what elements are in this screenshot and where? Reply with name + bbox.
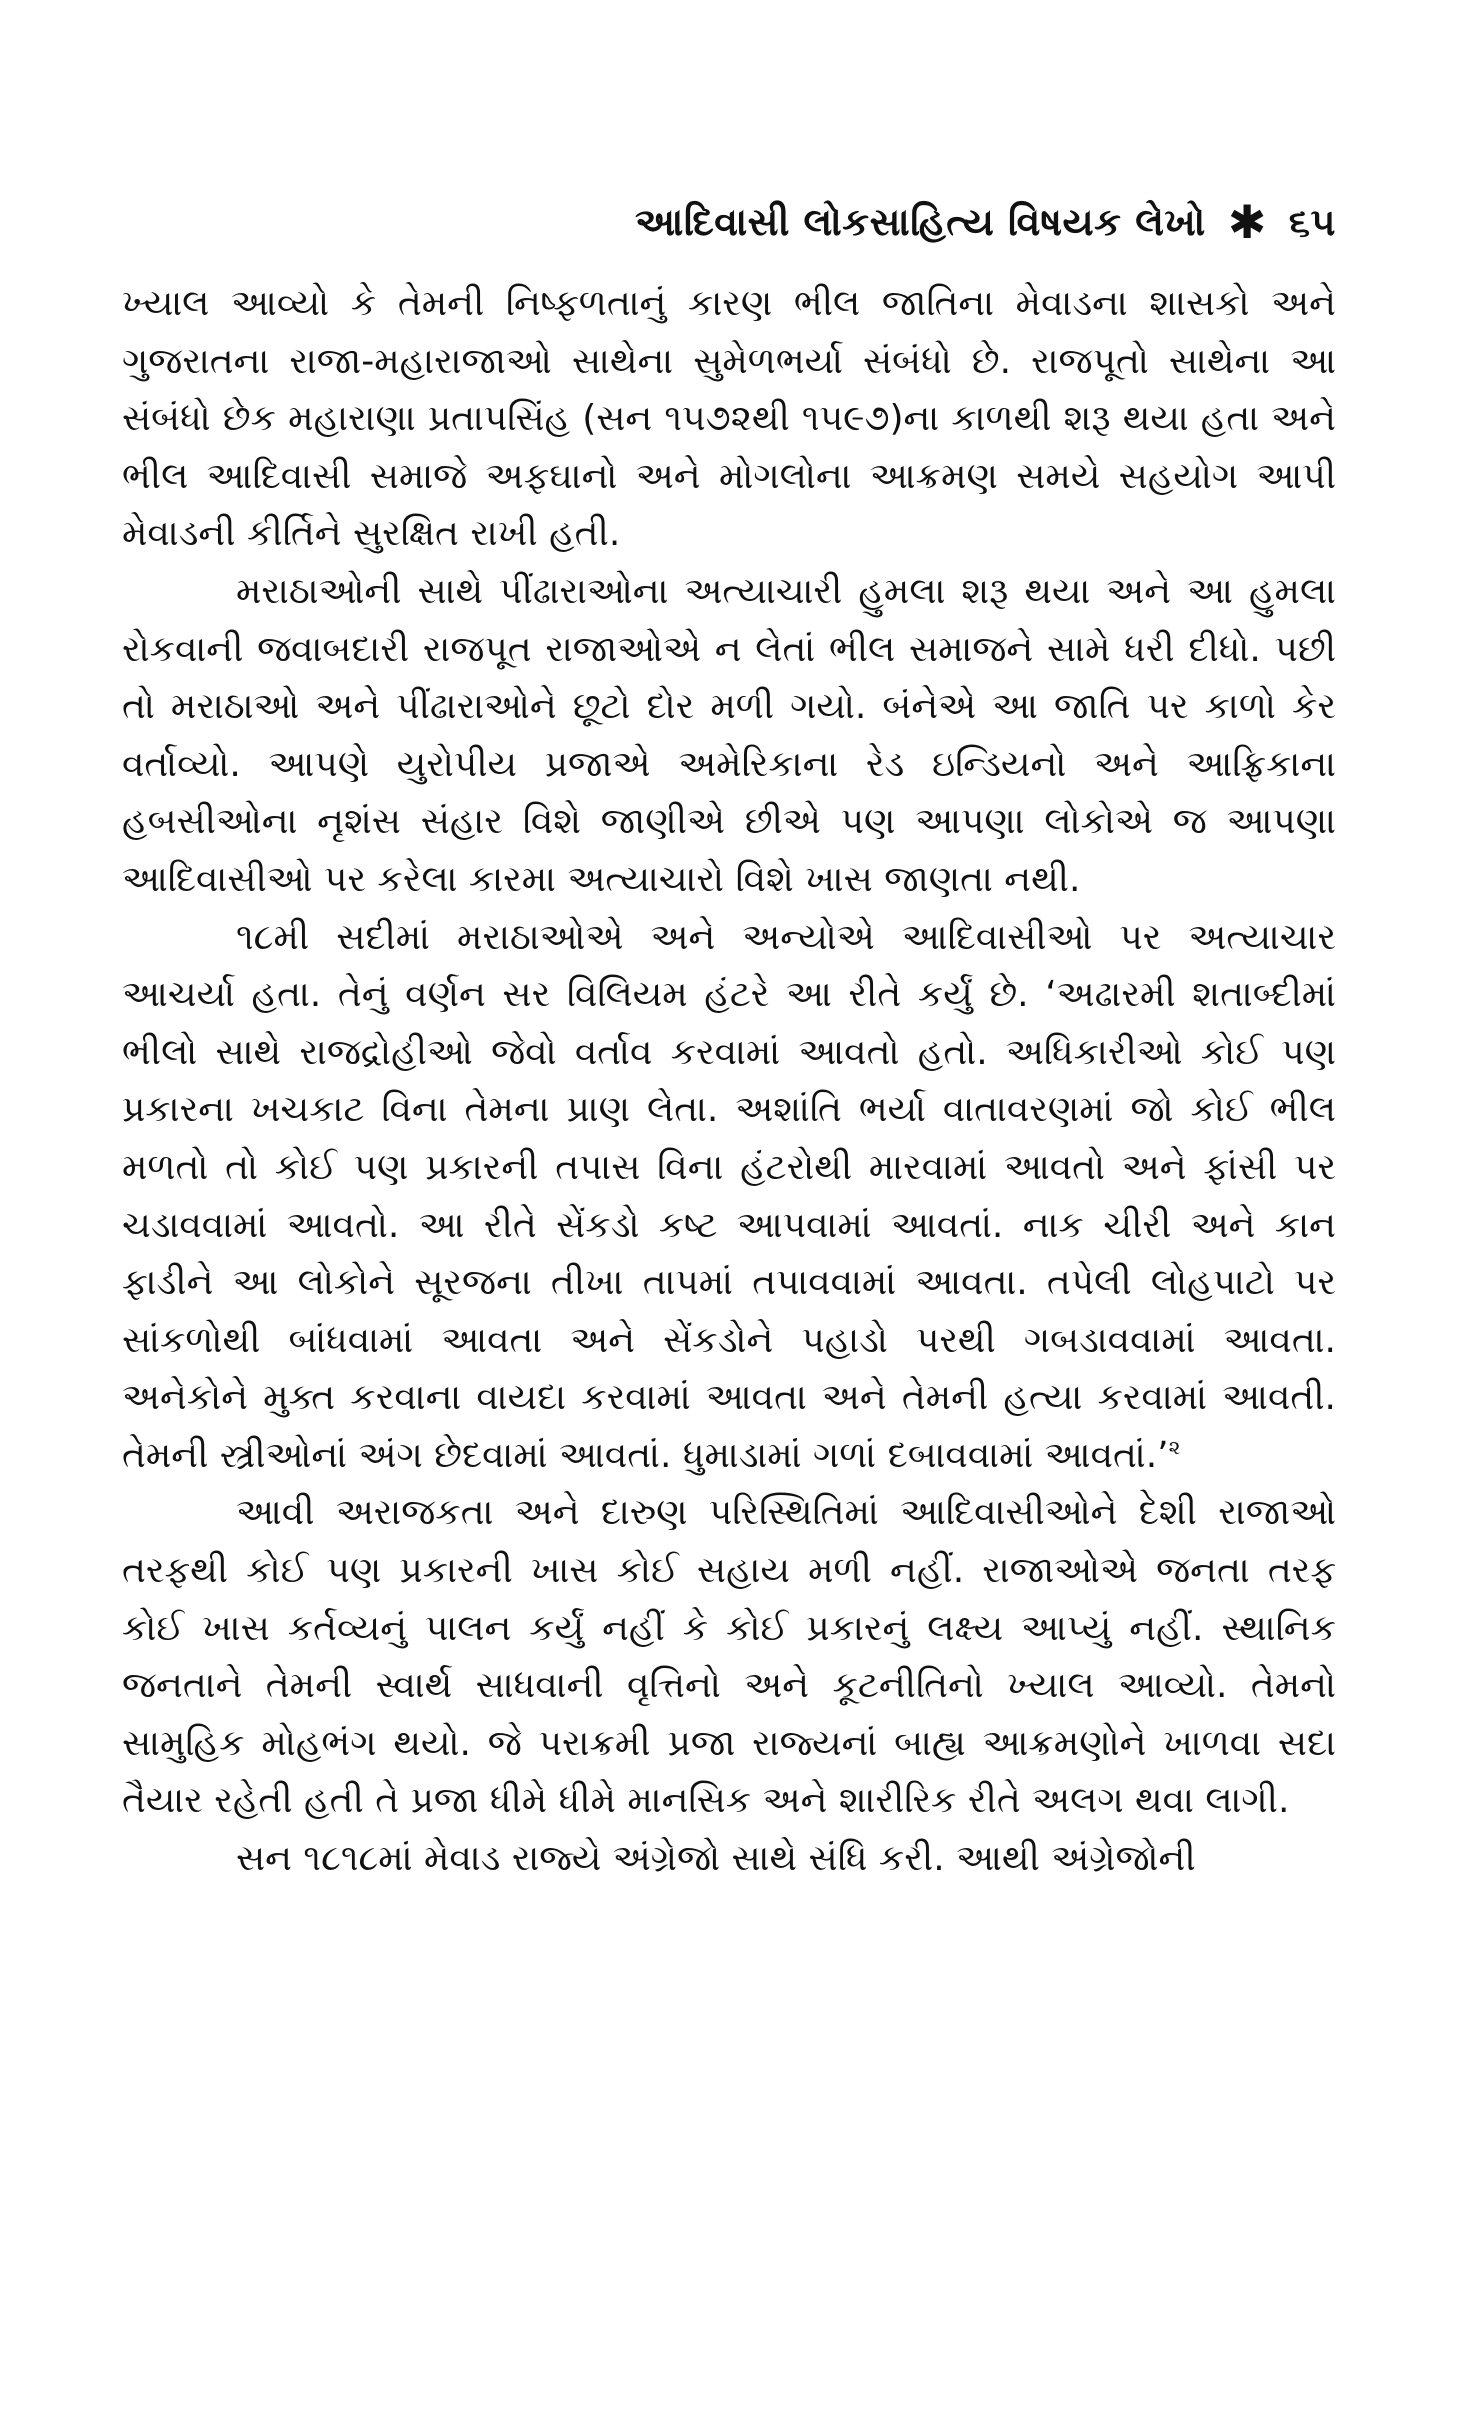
paragraph-4	[122, 1484, 1336, 1830]
paragraph-text: ૧૮મી સદીમાં મરાઠાઓએ અને અન્યોએ આદિવાસીઓ પર અત્યાચાર આચર્યા હતા. તેનું વર્ણન સર વિલિયમ હંટરે આ રીતે કર્યું છે. ‘અઢારમી શતાબ્દીમાં ભીલો સાથે રાજદ્રોહીઓ જેવો વર્તાવ કરવામાં આવતો હતો. અધિકારીઓ કોઈ પણ પ્રકારના ખચકાટ વિના તેમના પ્રાણ લેતા. અશાંતિ ભર્યા વાતાવરણમાં જો કોઈ ભીલ મળતો તો કોઈ પણ પ્રકારની તપાસ વિના હંટરોથી મારવામાં આવતો અને ફાંસી પર ચડાવવામાં આવતો. આ રીતે સેંકડો કષ્ટ આપવામાં આવતાં. નાક ચીરી અને કાન ફાડીને આ લોકોને સૂરજના તીખા તાપમાં તપાવવામાં આવતા. તપેલી લોહપાટો પર સાંકળોથી બાંધવામાં આવતા અને સેંકડોને પહાડો પરથી ગબડાવવામાં આવતા. અનેકોને મુક્ત કરવાના વાયદા કરવામાં આવતા અને તેમની હત્યા કરવામાં આવતી. તેમની સ્ત્રીઓનાં અંગ છેદવામાં આવતાં. ધુમાડામાં ગળાં દબાવવામાં આવતાં.’	[122, 916, 1336, 1476]
paragraph-text: ખ્યાલ આવ્યો કે તેમની નિષ્ફળતાનું કારણ ભીલ જાતિના મેવાડના શાસકો અને ગુજરાતના રાજા-મહારાજાઓ સાથેના સુમેળભર્યા સંબંધો છે. રાજપૂતો સાથેના આ સંબંધો છેક મહારાણા પ્રતાપસિંહ (સન ૧૫૭૨થી ૧૫૯૭)ના કાળથી શરૂ થયા હતા અને ભીલ આદિવાસી સમાજે અફઘાનો અને મોગલોના આક્રમણ સમયે સહયોગ આપી મેવાડની કીર્તિને સુરક્ષિત રાખી હતી.	[122, 283, 1336, 555]
body-text	[122, 275, 1336, 1888]
header-title: આદિવાસી લોકસાહિત્ય વિષયક લેખો	[635, 200, 1206, 244]
paragraph-2	[122, 563, 1336, 909]
paragraph-3	[122, 909, 1336, 1485]
paragraph-5	[122, 1830, 1336, 1888]
paragraph-text: આવી અરાજકતા અને દારુણ પરિસ્થિતિમાં આદિવાસીઓને દેશી રાજાઓ તરફથી કોઈ પણ પ્રકારની ખાસ કોઈ સહાય મળી નહીં. રાજાઓએ જનતા તરફ કોઈ ખાસ કર્તવ્યનું પાલન કર્યું નહીં કે કોઈ પ્રકારનું લક્ષ્ય આપ્યું નહીં. સ્થાનિક જનતાને તેમની સ્વાર્થ સાધવાની વૃત્તિનો અને કૂટનીતિનો ખ્યાલ આવ્યો. તેમનો સામુહિક મોહભંગ થયો. જે પરાક્રમી પ્રજા રાજ્યનાં બાહ્ય આક્રમણોને ખાળવા સદા તૈયાર રહેતી હતી તે પ્રજા ધીમે ધીમે માનસિક અને શારીરિક રીતે અલગ થવા લાગી.	[122, 1492, 1336, 1822]
footnote-reference: ૨	[1168, 1434, 1181, 1459]
running-header	[635, 196, 1336, 248]
paragraph-text: મરાઠાઓની સાથે પીંઢારાઓના અત્યાચારી હુમલા શરૂ થયા અને આ હુમલા રોકવાની જવાબદારી રાજપૂત રાજાઓએ ન લેતાં ભીલ સમાજને સામે ધરી દીધો. પછી તો મરાઠાઓ અને પીંઢારાઓને છૂટો દોર મળી ગયો. બંનેએ આ જાતિ પર કાળો કેર વર્તાવ્યો. આપણે યુરોપીય પ્રજાએ અમેરિકાના રેડ ઇન્ડિયનો અને આફ્રિકાના હબસીઓના નૃશંસ સંહાર વિશે જાણીએ છીએ પણ આપણા લોકોએ જ આપણા આદિવાસીઓ પર કરેલા કારમા અત્યાચારો વિશે ખાસ જાણતા નથી.	[122, 570, 1336, 900]
paragraph-text: સન ૧૮૧૮માં મેવાડ રાજ્યે અંગ્રેજો સાથે સંધિ કરી. આથી અંગ્રેજોની	[236, 1838, 1196, 1880]
paragraph-1	[122, 275, 1336, 563]
asterisk-separator-icon: ✱	[1227, 195, 1267, 249]
page-number: ૬૫	[1288, 200, 1336, 244]
